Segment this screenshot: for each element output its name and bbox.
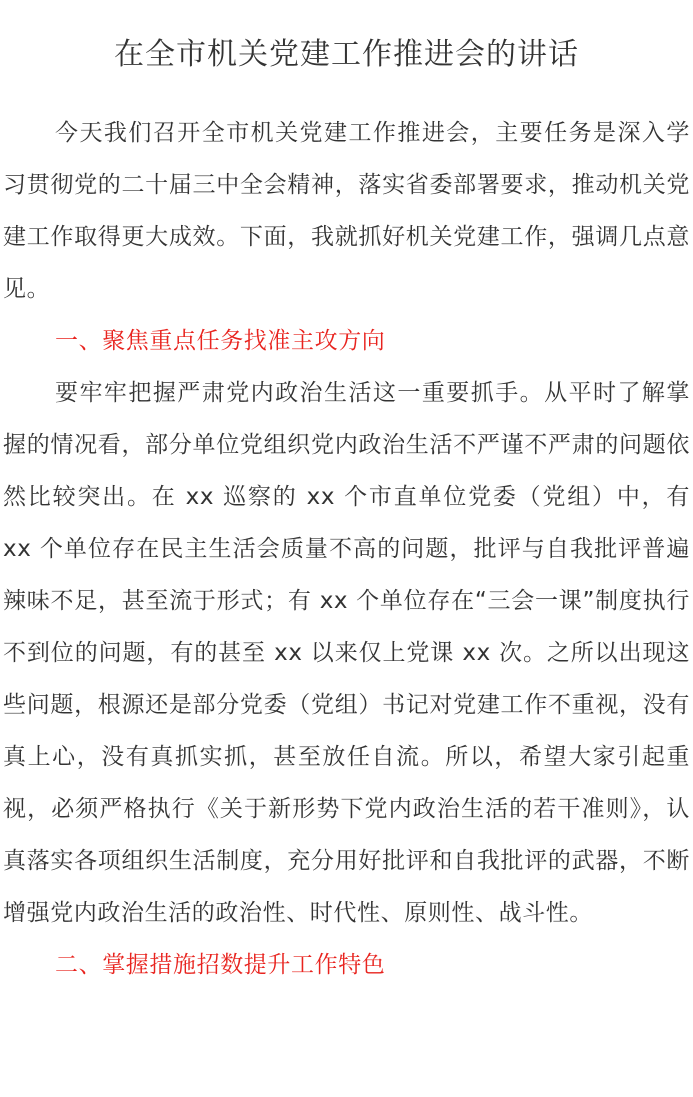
document-title: 在全市机关党建工作推进会的讲话 xyxy=(114,37,579,72)
section-1-heading: 一、聚焦重点任务找准主攻方向 xyxy=(55,328,386,354)
document-body xyxy=(3,107,690,991)
intro-paragraph: 今天我们召开全市机关党建工作推进会，主要任务是深入学习贯彻党的二十届三中全会精神，落实省委部署要求，推动机关党建工作取得更大成效。下面，我就抓好机关党建工作，强调几点意见。 xyxy=(3,120,690,302)
section-2-heading: 二、掌握措施招数提升工作特色 xyxy=(55,952,386,978)
section-1-paragraph: 要牢牢把握严肃党内政治生活这一重要抓手。从平时了解掌握的情况看，部分单位党组织党内政治生活不严谨不严肃的问题依然比较突出。在 xx 巡察的 xx 个市直单位党委（党组）中，有 xx 个单位存在民主生活会质量不高的问题，批评与自我批评普遍辣味不足，甚至流于形式；有 xx 个单位存在“三会一课”制度执行不到位的问题，有的甚至 xx 以来仅上党课 xx 次。之所以出现这些问题，根源还是部分党委（党组）书记对党建工作不重视，没有真上心，没有真抓实抓，甚至放任自流。所以，希望大家引起重视，必须严格执行《关于新形势下党内政治生活的若干准则》，认真落实各项组织生活制度，充分用好批评和自我批评的武器，不断增强党内政治生活的政治性、时代性、原则性、战斗性。 xyxy=(3,380,690,926)
